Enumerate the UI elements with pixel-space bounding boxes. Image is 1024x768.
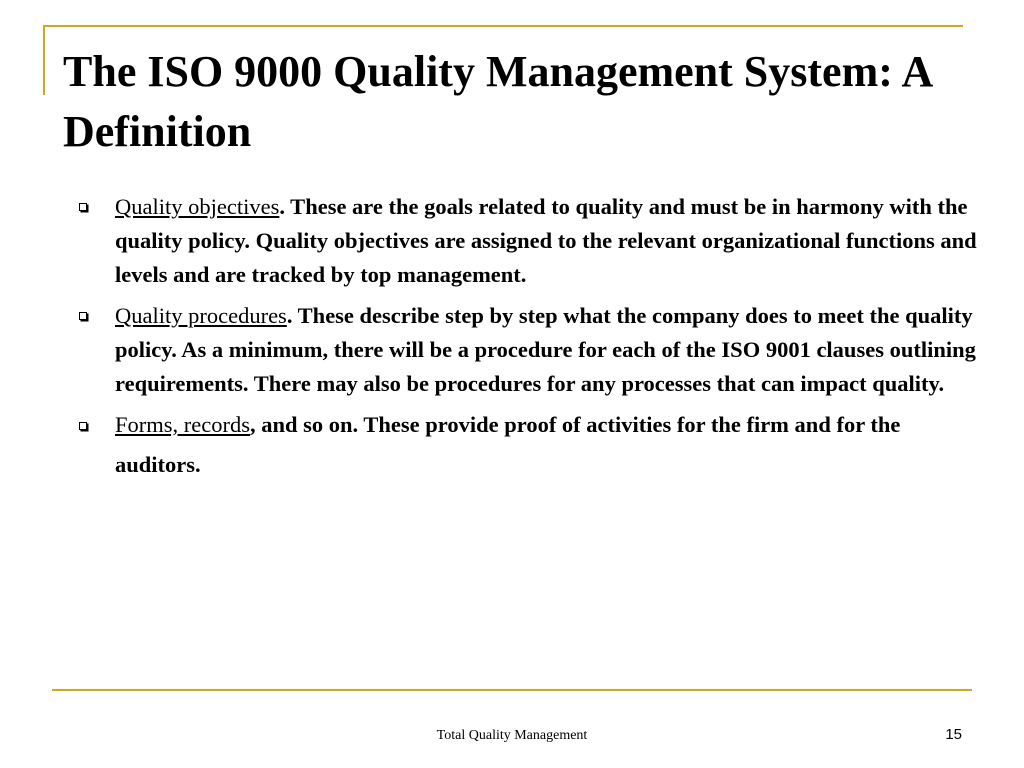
square-bullet-icon	[79, 203, 87, 211]
bullet-term: Quality procedures	[115, 303, 287, 328]
bullet-item-quality-procedures	[78, 299, 988, 401]
top-accent-line	[43, 25, 963, 27]
page-number: 15	[945, 726, 962, 743]
bullet-text: . These are the goals related to quality and must be in harmony with the quality policy. Quality objectives are assigned to the relevant organizational functions and levels and are tracked by top management.	[115, 194, 977, 287]
bullet-term: Quality objectives	[115, 194, 280, 219]
bullet-item-quality-objectives	[78, 190, 988, 292]
square-bullet-icon	[79, 312, 87, 320]
bullet-item-forms-records	[78, 405, 988, 485]
slide-title: The ISO 9000 Quality Management System: A Definition	[63, 47, 931, 156]
square-bullet-icon	[79, 422, 87, 430]
footer-accent-line	[52, 689, 972, 691]
bullet-list	[78, 190, 988, 492]
bullet-text: . These describe step by step what the company does to meet the quality policy. As a minimum, there will be a procedure for each of the ISO 9001 clauses outlining requirements. There may also be procedures for any processes that can impact quality.	[115, 303, 976, 396]
bullet-term: Forms, records	[115, 412, 250, 437]
bullet-text: , and so on. These provide proof of activities for the firm and for the auditors.	[115, 412, 901, 477]
footer-text: Total Quality Management	[436, 728, 588, 743]
left-accent-line	[43, 25, 45, 95]
